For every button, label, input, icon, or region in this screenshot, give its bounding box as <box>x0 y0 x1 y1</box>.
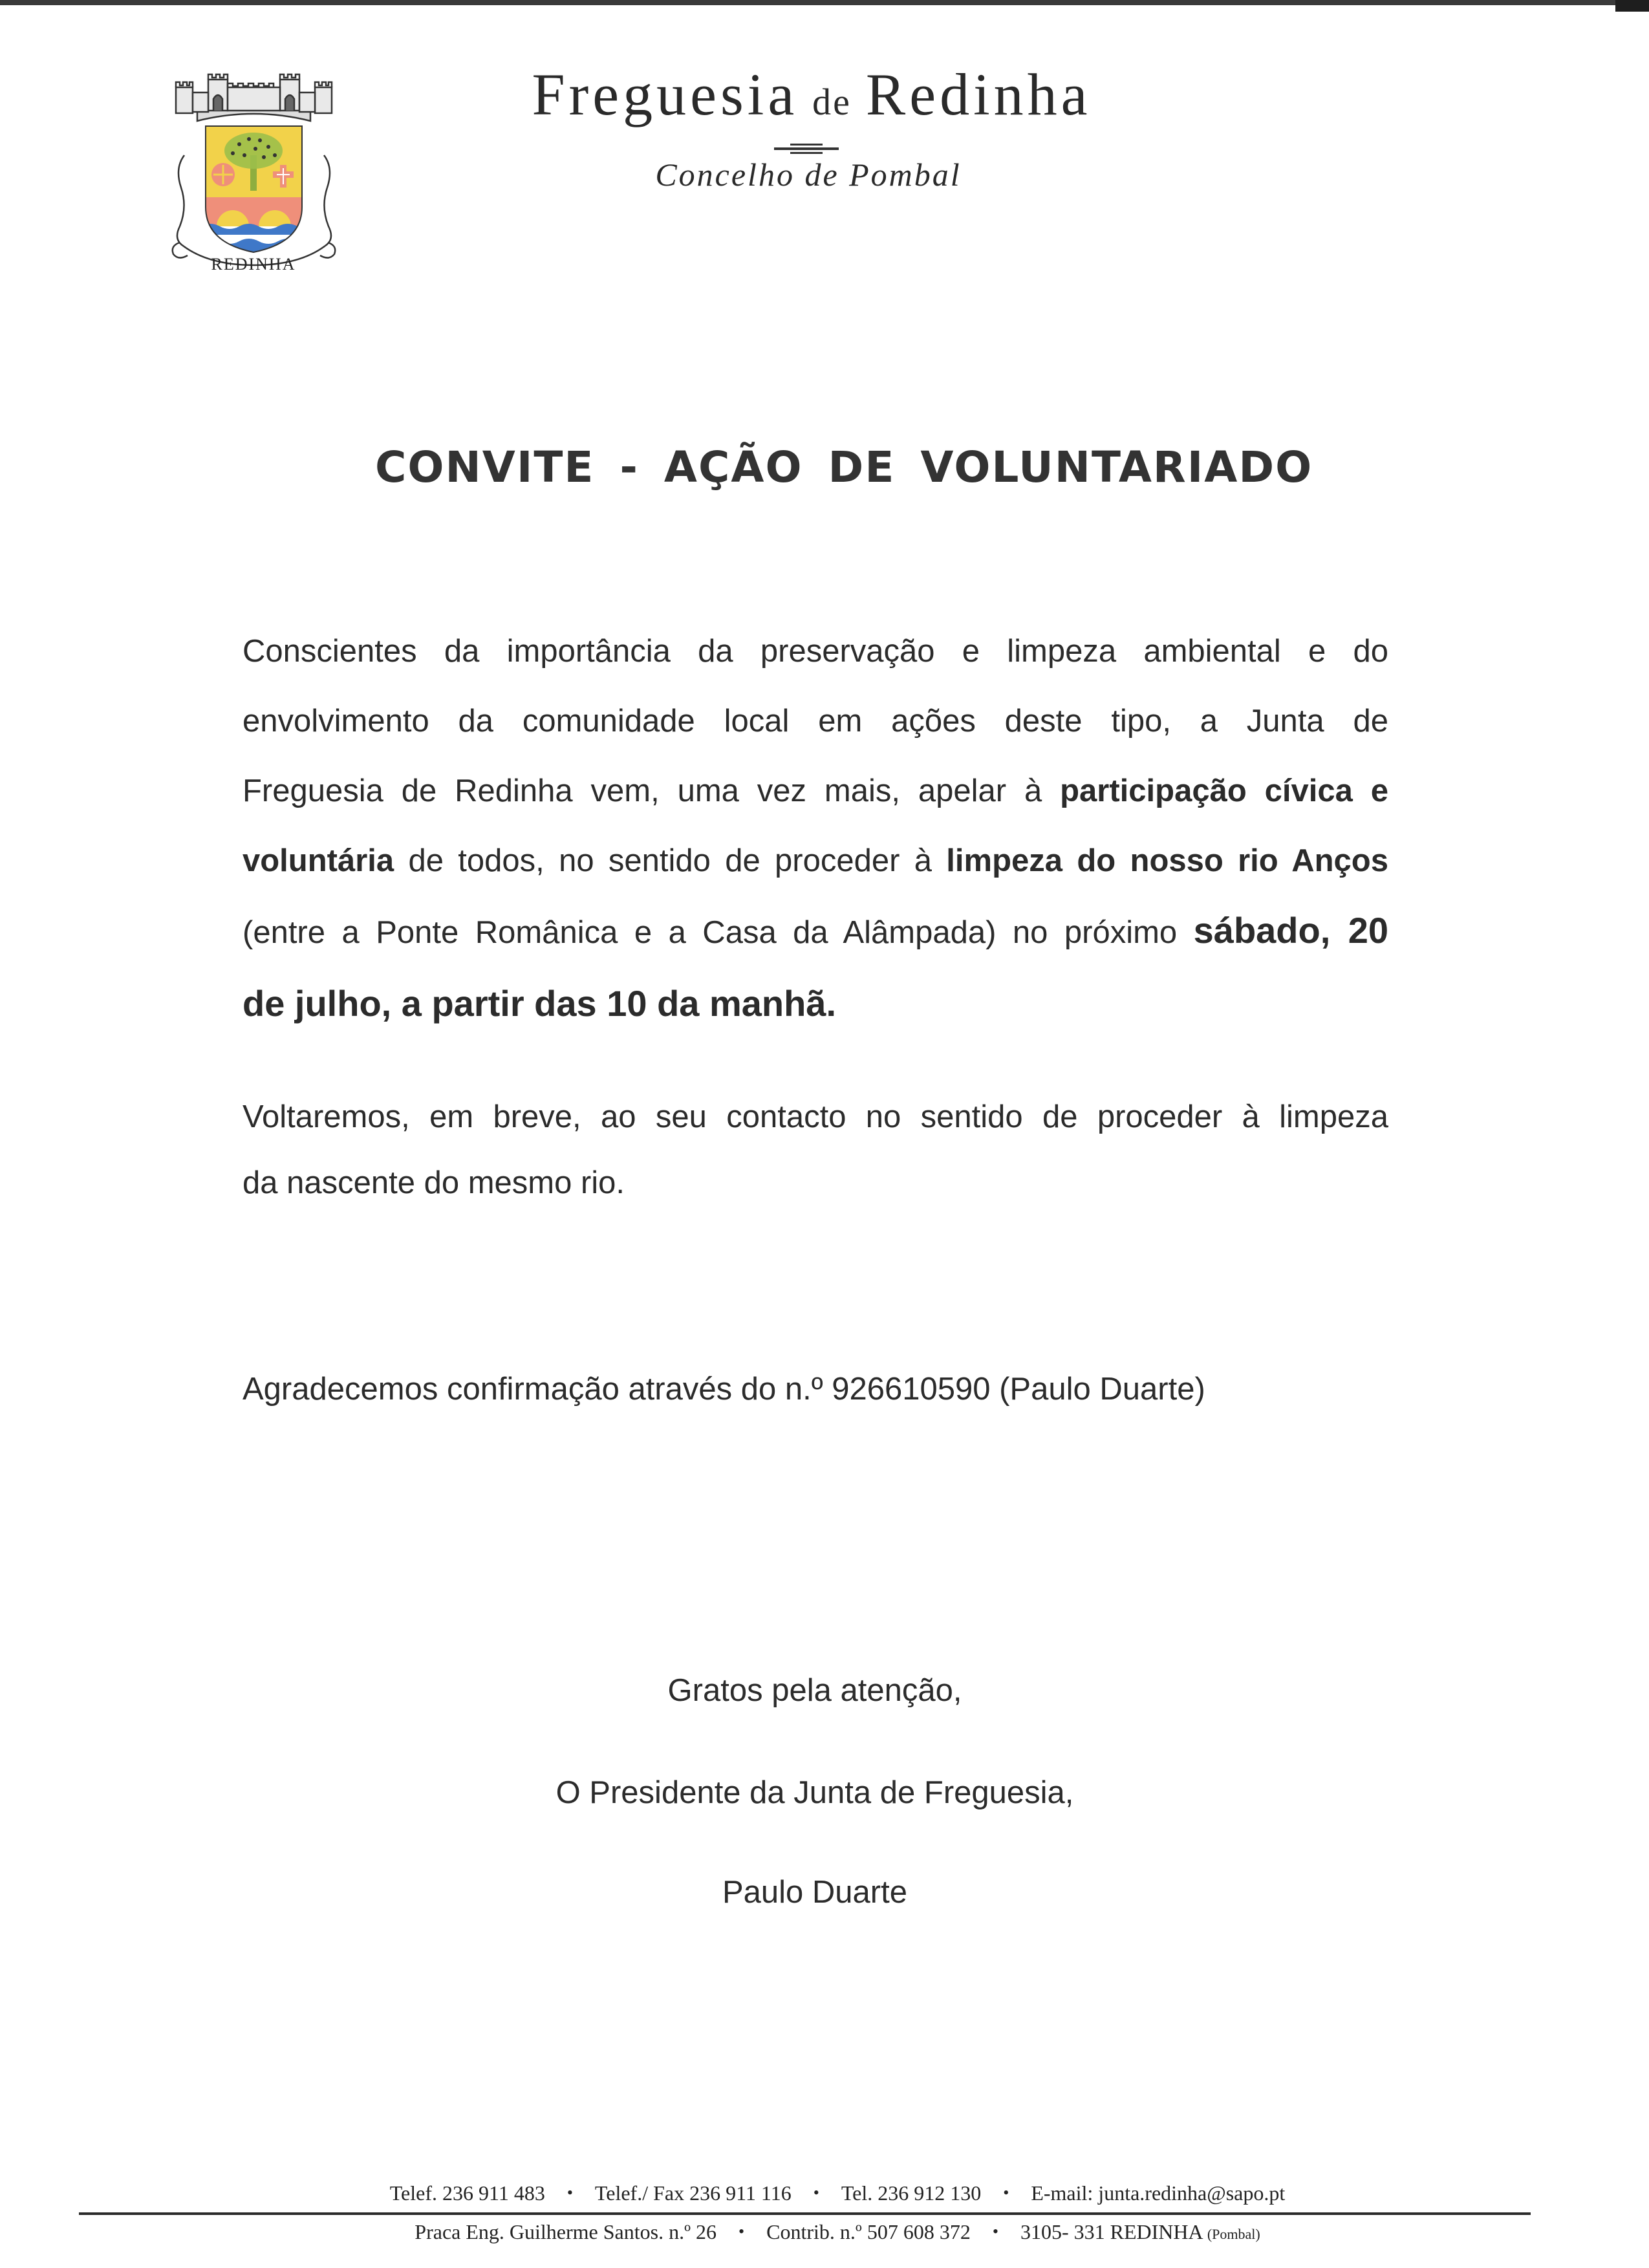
text-run: (entre a Ponte Românica e a Casa da Alâmpada) no próximo <box>242 915 1194 950</box>
signatory-name: Paulo Duarte <box>722 1875 907 1910</box>
bullet-separator-icon: • <box>813 2183 819 2202</box>
org-name-part3: Redinha <box>865 61 1092 127</box>
signatory-role: O Presidente da Junta de Freguesia, <box>555 1775 1074 1810</box>
footer-postal-note: (Pombal) <box>1207 2226 1260 2242</box>
org-name-part2: de <box>812 81 852 123</box>
footer-phone1: Telef. 236 911 483 <box>389 2181 545 2205</box>
council-name: Concelho de Pombal <box>655 157 962 193</box>
footer-phone-fax: Telef./ Fax 236 911 116 <box>594 2181 792 2205</box>
bullet-separator-icon: • <box>1003 2183 1009 2202</box>
footer-email: E-mail: junta.redinha@sapo.pt <box>1031 2181 1286 2205</box>
header-ornament-rule <box>774 144 839 154</box>
footer-street: Praca Eng. Guilherme Santos. n.º 26 <box>415 2220 717 2243</box>
footer-address <box>13 2221 1649 2242</box>
confirmation-contact: Agradecemos confirmação através do n.º 926610590 (Paulo Duarte) <box>242 1372 1205 1407</box>
text-run: Freguesia de Redinha vem, uma vez mais, apelar à <box>242 773 1061 808</box>
bold-text-run: voluntária <box>242 843 394 878</box>
paragraph-line: envolvimento da comunidade local em ações deste tipo, a Junta de <box>242 704 1388 739</box>
paragraph-line <box>242 756 1388 826</box>
mural-crown-icon <box>176 74 332 121</box>
paragraph-line-date: de julho, a partir das 10 da manhã. <box>242 983 837 1024</box>
scan-border-corner <box>1615 0 1649 12</box>
bold-text-run: participação cívica e <box>1060 773 1388 808</box>
document-title: CONVITE - AÇÃO DE VOLUNTARIADO <box>375 442 1313 492</box>
bullet-separator-icon: • <box>738 2222 745 2241</box>
paragraph-line <box>242 896 1388 966</box>
closing-text: Gratos pela atenção, <box>667 1673 962 1708</box>
footer-tax-id: Contrib. n.º 507 608 372 <box>766 2220 971 2243</box>
logo-label: REDINHA <box>211 255 296 274</box>
paragraph-followup <box>242 1082 1388 1214</box>
coat-of-arms-logo <box>162 68 346 278</box>
paragraph-line: da nascente do mesmo rio. <box>242 1165 625 1200</box>
footer-phone2: Tel. 236 912 130 <box>841 2181 982 2205</box>
bullet-separator-icon: • <box>566 2183 573 2202</box>
scan-border-top <box>0 0 1649 5</box>
paragraph-invitation <box>242 616 1388 1040</box>
footer-postal: 3105- 331 REDINHA <box>1020 2220 1202 2243</box>
footer-divider <box>79 2212 1531 2215</box>
paragraph-line: Voltaremos, em breve, ao seu contacto no sentido de proceder à limpeza <box>242 1099 1388 1134</box>
org-name-part1: Freguesia <box>532 61 799 127</box>
footer-contacts <box>13 2183 1649 2203</box>
bold-date-run: sábado, 20 <box>1193 910 1388 951</box>
org-name <box>453 61 1170 127</box>
text-run: de todos, no sentido de proceder à <box>394 843 947 878</box>
bold-text-run: limpeza do nosso rio Anços <box>946 843 1388 878</box>
bullet-separator-icon: • <box>992 2222 998 2241</box>
paragraph-line <box>242 826 1388 896</box>
paragraph-line: Conscientes da importância da preservação e limpeza ambiental e do <box>242 634 1388 669</box>
